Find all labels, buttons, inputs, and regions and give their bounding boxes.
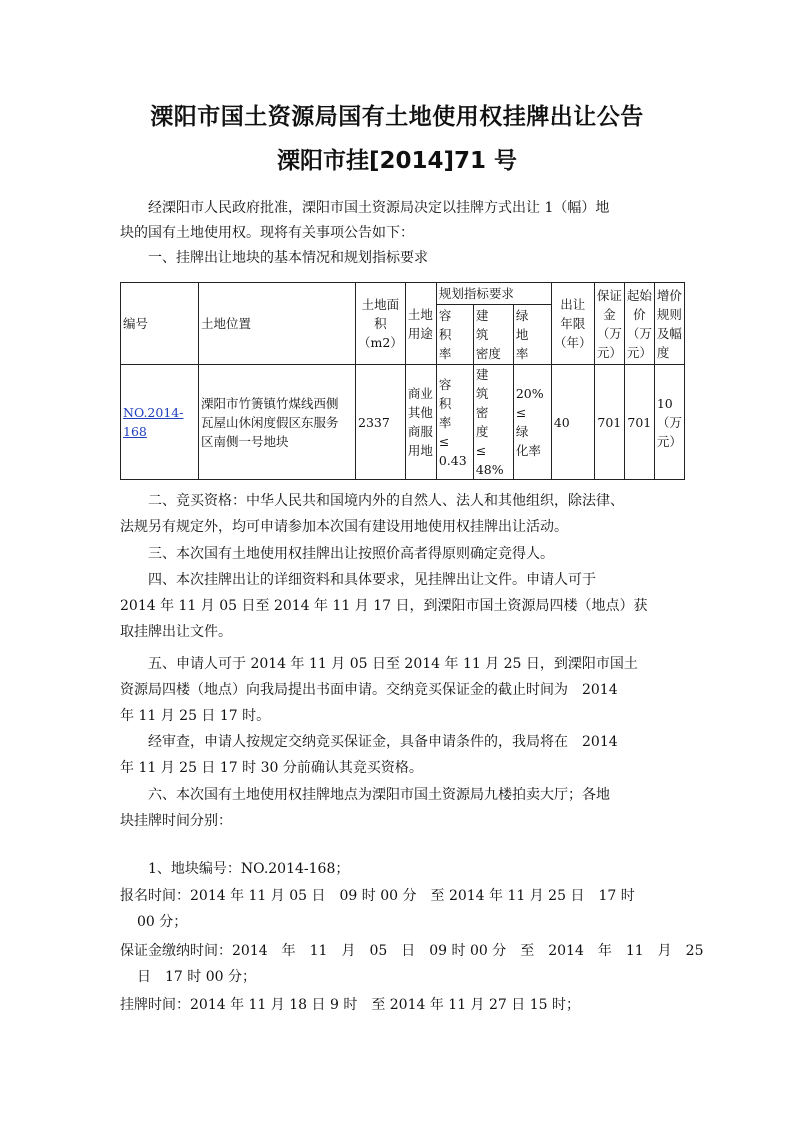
paragraph-3: 三、本次国有土地使用权挂牌出让按照价高者得原则确定竞得人。 bbox=[148, 546, 554, 562]
page-title: 溧阳市国土资源局国有土地使用权挂牌出让公告 bbox=[150, 104, 644, 130]
cell-start-price: 701 bbox=[624, 365, 654, 480]
section-1-heading: 一、挂牌出让地块的基本情况和规划指标要求 bbox=[148, 250, 428, 266]
schedule-deposit-line-2: 日 17 时 00 分； bbox=[137, 969, 256, 985]
header-use: 土地 用途 bbox=[405, 283, 436, 365]
schedule-listing-time: 挂牌时间：2014 年 11 月 18 日 9 时 至 2014 年 11 月 27 日 15 时； bbox=[120, 997, 580, 1013]
paragraph-6-line-1: 六、本次国有土地使用权挂牌地点为溧阳市国土资源局九楼拍卖大厅；各地 bbox=[148, 787, 610, 803]
header-id: 编号 bbox=[121, 283, 199, 365]
cell-id[interactable] bbox=[121, 365, 199, 480]
header-location: 土地位置 bbox=[199, 283, 356, 365]
table-row bbox=[121, 365, 685, 480]
cell-density: 建 筑 密 度 ≤ 48% bbox=[473, 365, 513, 480]
schedule-deposit-line-1: 保证金缴纳时间：2014 年 11 月 05 日 09 时 00 分 至 2014 年 11 月 25 bbox=[120, 943, 704, 959]
header-far: 容 积 率 bbox=[436, 305, 473, 365]
header-planning: 规划指标要求 bbox=[436, 283, 551, 305]
cell-increment: 10 （万 元） bbox=[654, 365, 684, 480]
header-start-price: 起始 价 （万 元） bbox=[624, 283, 654, 365]
paragraph-4-line-3: 取挂牌出让文件。 bbox=[120, 624, 232, 640]
header-green: 绿 地 率 bbox=[513, 305, 551, 365]
schedule-plot-number: 1、地块编号：NO.2014-168； bbox=[148, 861, 350, 877]
cell-area: 2337 bbox=[356, 365, 406, 480]
paragraph-5-line-2: 资源局四楼（地点）向我局提出书面申请。交纳竞买保证金的截止时间为 2014 bbox=[120, 682, 618, 698]
header-term: 出让 年限 （年） bbox=[551, 283, 594, 365]
plot-id-link[interactable]: NO.2014-168 bbox=[123, 405, 184, 439]
intro-line-1: 经溧阳市人民政府批准，溧阳市国土资源局决定以挂牌方式出让 1（幅）地 bbox=[148, 200, 610, 216]
paragraph-2-line-1: 二、竞买资格：中华人民共和国境内外的自然人、法人和其他组织，除法律、 bbox=[148, 493, 624, 509]
cell-green: 20% ≤ 绿 化率 bbox=[513, 365, 551, 480]
paragraph-5-line-1: 五、申请人可于 2014 年 11 月 05 日至 2014 年 11 月 25 日，到溧阳市国土 bbox=[148, 656, 638, 672]
schedule-registration-line-2: 00 分； bbox=[137, 914, 188, 930]
paragraph-4-line-2: 2014 年 11 月 05 日至 2014 年 11 月 17 日，到溧阳市国土资源局四楼（地点）获 bbox=[120, 598, 648, 614]
paragraph-5-line-5: 年 11 月 25 日 17 时 30 分前确认其竞买资格。 bbox=[120, 760, 423, 776]
cell-far: 容 积 率 ≤ 0.43 bbox=[436, 365, 473, 480]
paragraph-5-line-4: 经审查，申请人按规定交纳竞买保证金，具备申请条件的，我局将在 2014 bbox=[148, 734, 618, 750]
header-deposit: 保证 金 （万 元） bbox=[594, 283, 624, 365]
header-area: 土地面 积 （m2） bbox=[356, 283, 406, 365]
document-number: 溧阳市挂[2014]71 号 bbox=[276, 148, 518, 174]
intro-line-2: 块的国有土地使用权。现将有关事项公告如下： bbox=[120, 225, 414, 241]
cell-term: 40 bbox=[551, 365, 594, 480]
paragraph-2-line-2: 法规另有规定外，均可申请参加本次国有建设用地使用权挂牌出让活动。 bbox=[120, 519, 568, 535]
paragraph-6-line-2: 块挂牌时间分别： bbox=[120, 813, 232, 829]
header-increment: 增价 规则 及幅 度 bbox=[654, 283, 684, 365]
cell-deposit: 701 bbox=[594, 365, 624, 480]
header-density: 建 筑 密度 bbox=[473, 305, 513, 365]
paragraph-4-line-1: 四、本次挂牌出让的详细资料和具体要求，见挂牌出让文件。申请人可于 bbox=[148, 572, 596, 588]
paragraph-5-line-3: 年 11 月 25 日 17 时。 bbox=[120, 708, 271, 724]
land-info-table bbox=[120, 282, 685, 480]
schedule-registration-line-1: 报名时间：2014 年 11 月 05 日 09 时 00 分 至 2014 年 11 月 25 日 17 时 bbox=[120, 888, 635, 904]
cell-location: 溧阳市竹箦镇竹煤线西侧 瓦屋山休闲度假区东服务 区南侧一号地块 bbox=[199, 365, 356, 480]
cell-use: 商业 其他 商服 用地 bbox=[405, 365, 436, 480]
